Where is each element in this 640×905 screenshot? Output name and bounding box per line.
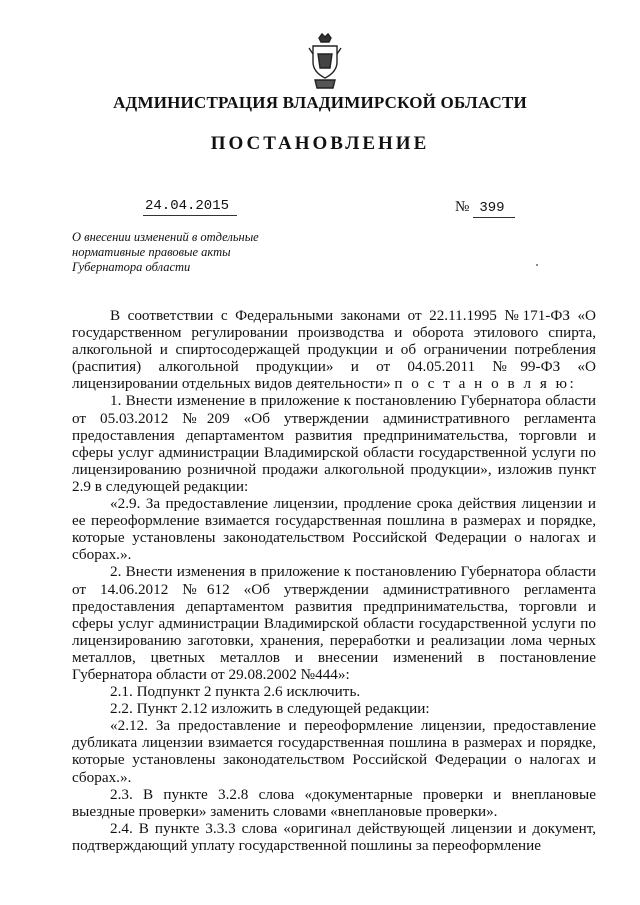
intro-text: В соответствии с Федеральными законами от 22.11.1995 №171-ФЗ «О государственном регулировании производства и оборота этилового спирта, алкогольной и спиртосодержащей продукции и об ограничении потребления (распития) алкогольной продукции» и от 04.05.2011 №99-ФЗ «О лицензировании отдельных видов деятельности» — [72, 307, 596, 393]
document-date: 24.04.2015 — [143, 198, 237, 216]
number-value: 399 — [473, 200, 514, 218]
subject-line: О внесении изменений в отдельные — [72, 230, 259, 244]
paragraph-2-1: 2.1. Подпункт 2 пункта 2.6 исключить. — [110, 683, 361, 701]
coat-of-arms-emblem — [305, 32, 345, 92]
document-type: ПОСТАНОВЛЕНИЕ — [210, 133, 430, 154]
paragraph-2-2: 2.2. Пункт 2.12 изложить в следующей редакции: — [110, 700, 430, 718]
paragraph-2-2-quote: «2.12. За предоставление и переоформление лицензии, предоставление дубликата лицензии взимается государственная пошлина в размерах и порядке, которые установлены законодательством Российской Федерации о налогах и сборах.». — [72, 717, 596, 786]
paragraph-2-4: 2.4. В пункте 3.3.3 слова «оригинал действующей лицензии и документ, подтверждающий уплату государственной пошлины за переоформление — [72, 819, 596, 854]
document-body — [72, 307, 596, 854]
paragraph-1: 1. Внести изменение в приложение к постановлению Губернатора области от 05.03.2012 №209 «Об утверждении административного регламента предоставления департаментом развития предпринимательства, торговли и сферы услуг администрации Владимирской области государственной услуги по лицензированию розничной продажи алкогольной продукции», изложив пункт 2.9 в следующей редакции: — [72, 392, 596, 495]
number-label: № — [455, 199, 470, 215]
organization-name: АДМИНИСТРАЦИЯ ВЛАДИМИРСКОЙ ОБЛАСТИ — [113, 93, 527, 112]
document-subject — [72, 230, 292, 275]
scan-speck — [536, 264, 538, 266]
subject-line: нормативные правовые акты — [72, 245, 231, 259]
subject-line: Губернатора области — [72, 260, 191, 274]
document-number — [455, 199, 515, 216]
paragraph-2: 2. Внести изменения в приложение к постановлению Губернатора области от 14.06.2012 №612 «Об утверждении административного регламента предоставления департаментом развития предпринимательства, торговли и сферы услуг администрации Владимирской области государственной услуги по лицензированию заготовки, хранения, переработки и реализации лома черных металлов, цветных металлов и внесении изменений в постановление Губернатора области от 29.08.2002 №444»: — [72, 563, 596, 683]
paragraph-2-3: 2.3. В пункте 3.2.8 слова «документарные проверки и внеплановые выездные проверки» заменить словами «внеплановые проверки». — [72, 785, 596, 820]
paragraph-1-quote: «2.9. За предоставление лицензии, продление срока действия лицензии и ее переоформление взимается государственная пошлина в размерах и порядке, которые установлены законодательством Российской Федерации о налогах и сборах.». — [72, 495, 596, 564]
intro-paragraph — [72, 307, 596, 392]
decree-word: п о с т а н о в л я ю: — [394, 375, 577, 393]
